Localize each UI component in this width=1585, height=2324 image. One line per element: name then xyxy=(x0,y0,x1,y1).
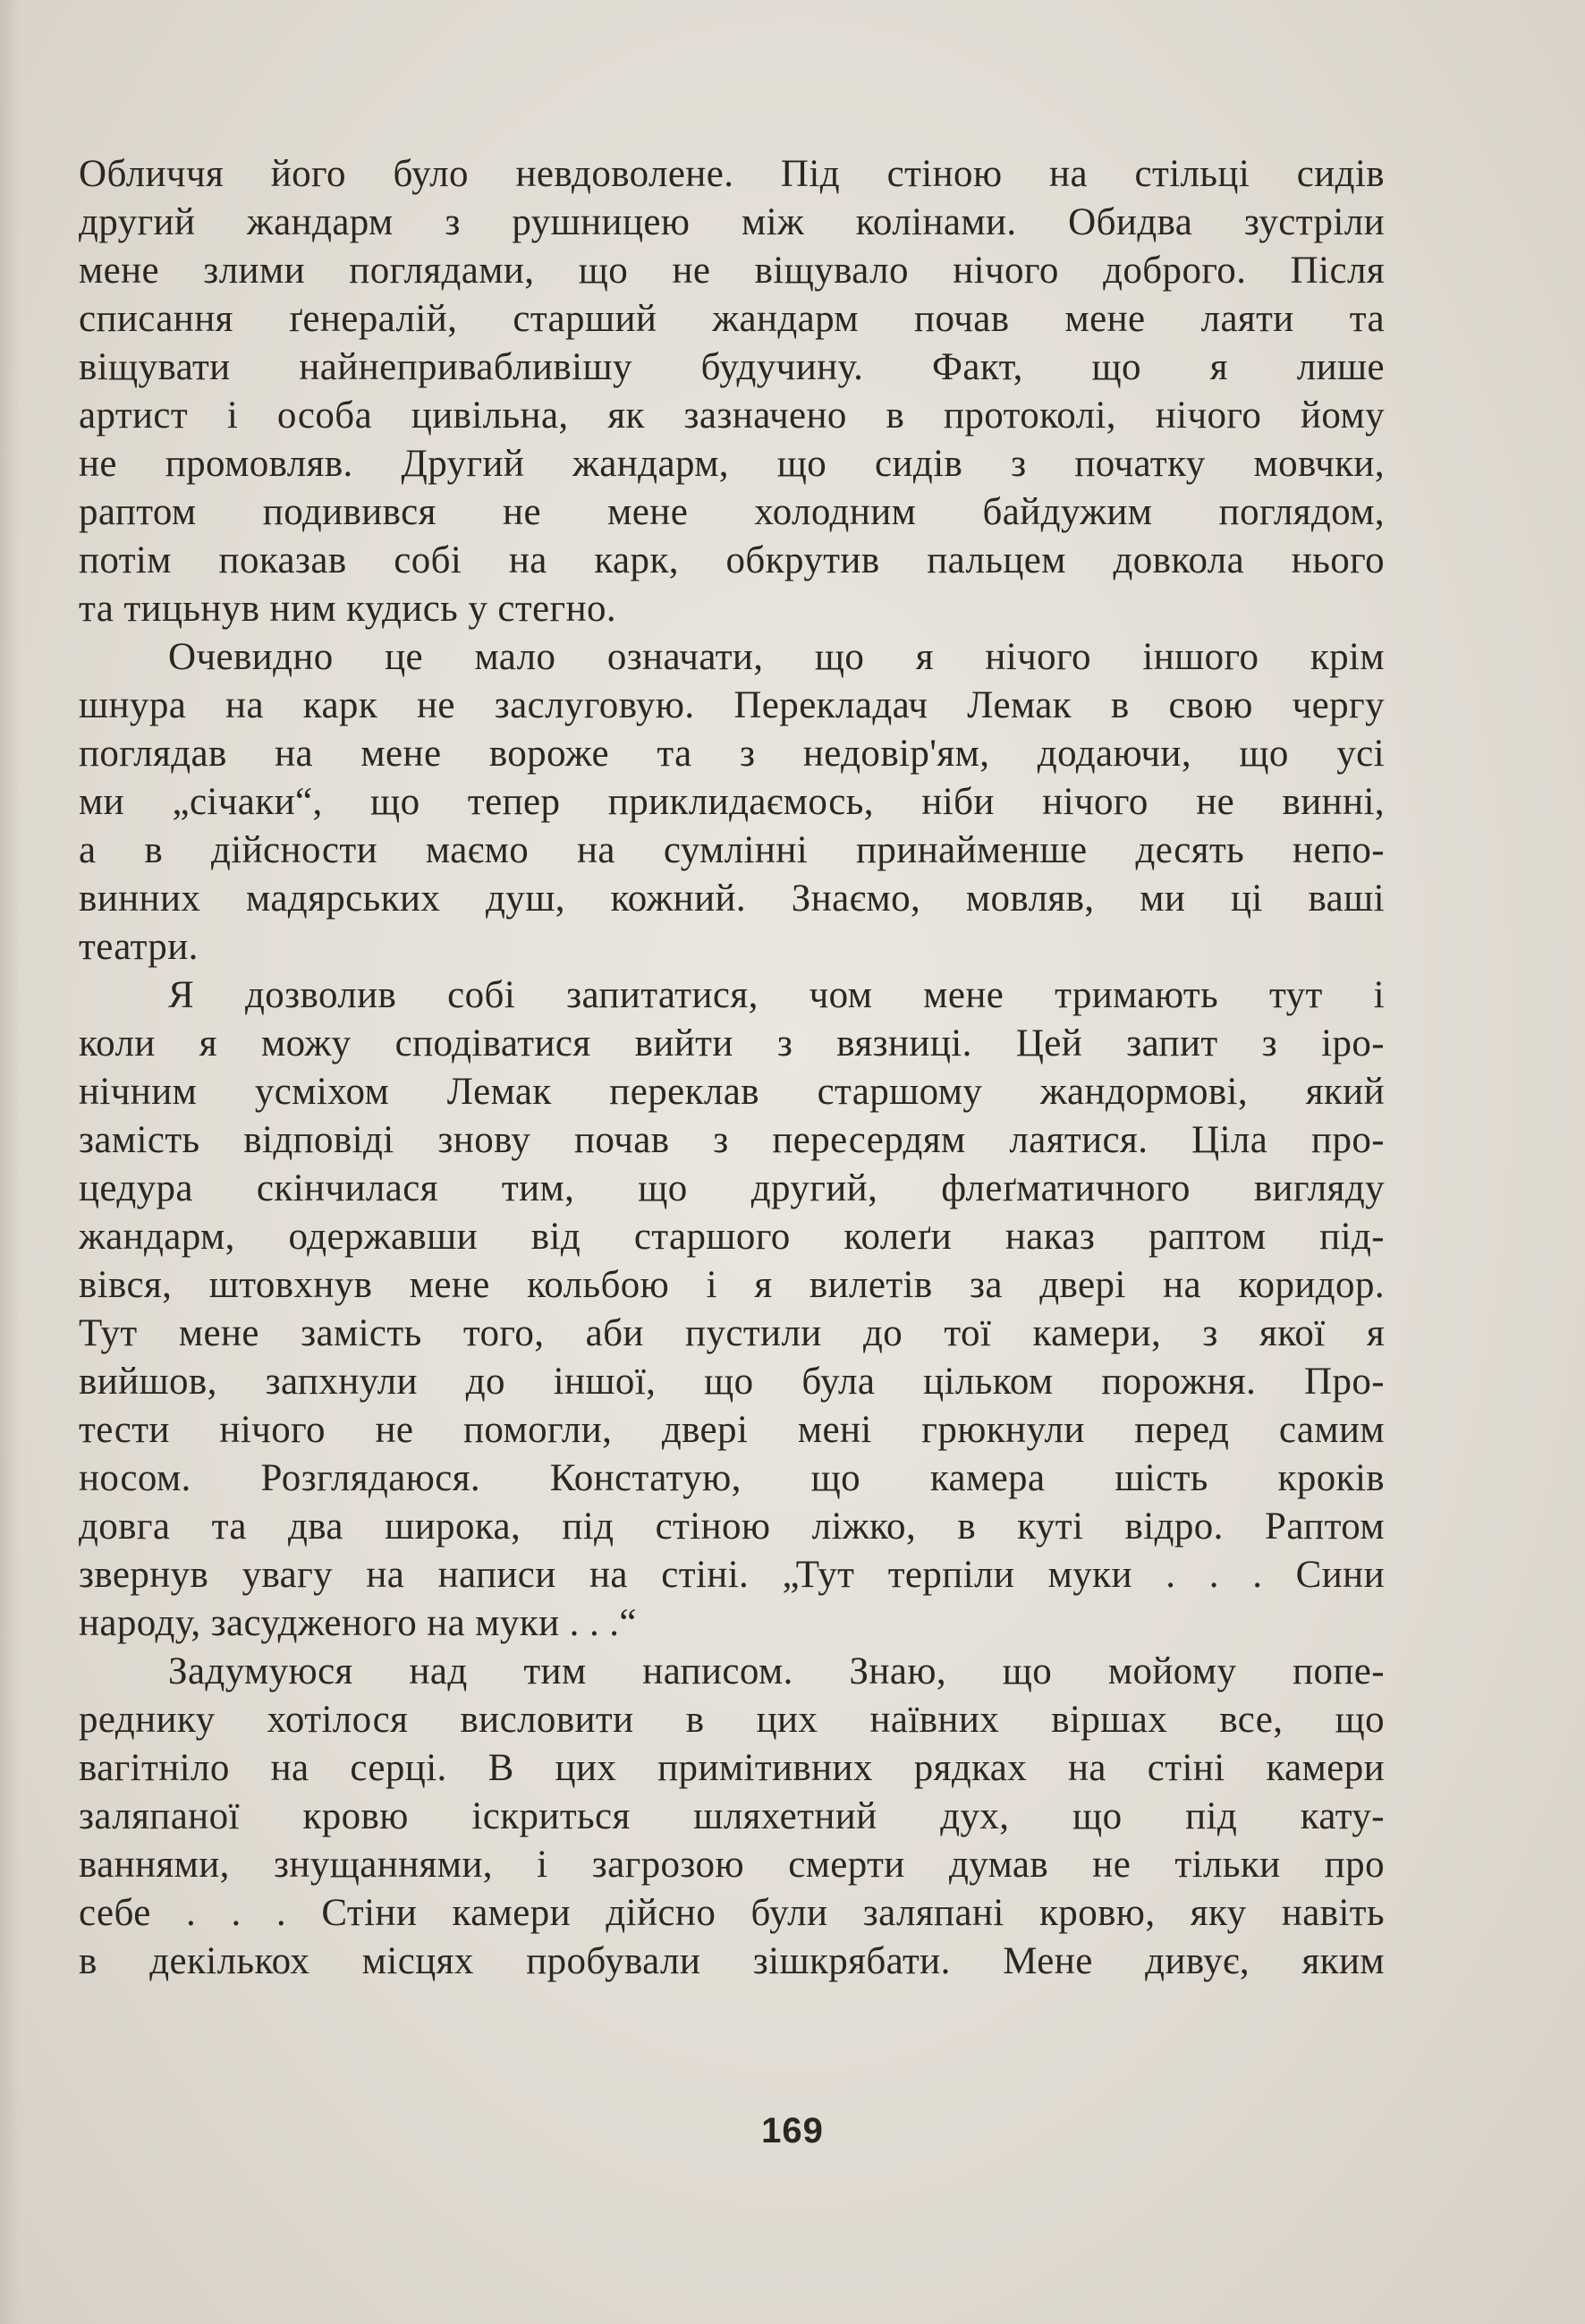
text-line: раптом подивився не мене холодним байдужим поглядом, xyxy=(79,491,1385,533)
page-edge-shadow xyxy=(0,0,20,2324)
page-number: 169 xyxy=(761,2111,824,2150)
text-line: народу, засудженого на муки . . .“ xyxy=(79,1602,637,1644)
text-line: звернув увагу на написи на стіні. „Тут терпіли муки . . . Сини xyxy=(79,1554,1385,1596)
text-line: замість відповіді знову почав з пересердям лаятися. Ціла про- xyxy=(79,1119,1385,1161)
text-line: коли я можу сподіватися вийти з вязниці. Цей запит з іро- xyxy=(79,1022,1385,1064)
paragraph-first-line: Очевидно це мало означати, що я нічого іншого крім xyxy=(168,636,1385,678)
text-line: вівся, штовхнув мене кольбою і я вилетів за двері на коридор. xyxy=(79,1264,1385,1306)
text-line: тести нічого не помогли, двері мені грюкнули перед самим xyxy=(79,1409,1385,1451)
text-line: а в дійсности маємо на сумлінні принайменше десять непо- xyxy=(79,829,1385,871)
text-line: мене злими поглядами, що не віщувало нічого доброго. Після xyxy=(79,250,1385,292)
text-line: театри. xyxy=(79,926,199,968)
text-line: себе . . . Стіни камери дійсно були заляпані кровю, яку навіть xyxy=(79,1892,1385,1934)
text-line: в декількох місцях пробували зішкрябати. Мене дивує, яким xyxy=(79,1940,1385,1982)
text-line: заляпаної кровю іскриться шляхетний дух, що під кату- xyxy=(79,1795,1385,1837)
text-line: реднику хотілося висловити в цих наївних віршах все, що xyxy=(79,1699,1385,1741)
text-line: шнура на карк не заслуговую. Перекладач Лемак в свою чергу xyxy=(79,684,1385,726)
paragraph-first-line: Задумуюся над тим написом. Знаю, що мойому попе- xyxy=(168,1650,1385,1692)
text-line: не промовляв. Другий жандарм, що сидів з початку мовчки, xyxy=(79,443,1385,485)
text-line: ваннями, знущаннями, і загрозою смерти думав не тільки про xyxy=(79,1844,1385,1886)
text-line: другий жандарм з рушницею між колінами. Обидва зустріли xyxy=(79,201,1385,243)
text-line: жандарм, одержавши від старшого колеґи наказ раптом під- xyxy=(79,1216,1385,1258)
text-line: довга та два широка, під стіною ліжко, в куті відро. Раптом xyxy=(79,1506,1385,1548)
text-line: нічним усміхом Лемак переклав старшому жандормові, який xyxy=(79,1071,1385,1113)
text-line: списання ґенералій, старший жандарм почав мене лаяти та xyxy=(79,298,1385,340)
text-line: ми „січаки“, що тепер приклидаємось, ніби нічого не винні, xyxy=(79,781,1385,823)
body-text xyxy=(79,150,1385,1986)
paragraph-first-line: Я дозволив собі запитатися, чом мене тримають тут і xyxy=(168,974,1385,1016)
text-line: Обличчя його було невдоволене. Під стіною на стільці сидів xyxy=(79,153,1385,195)
text-line: носом. Розглядаюся. Констатую, що камера шість кроків xyxy=(79,1457,1385,1499)
text-line: вийшов, запхнули до іншої, що була цільком порожня. Про- xyxy=(79,1361,1385,1403)
text-line: винних мадярських душ, кожний. Знаємо, мовляв, ми ці ваші xyxy=(79,878,1385,920)
text-line: віщувати найнепривабливішу будучину. Факт, що я лише xyxy=(79,346,1385,388)
text-line: вагітніло на серці. В цих примітивних рядках на стіні камери xyxy=(79,1747,1385,1789)
text-line: поглядав на мене вороже та з недовір'ям, додаючи, що усі xyxy=(79,733,1385,775)
text-line: артист і особа цивільна, як зазначено в протоколі, нічого йому xyxy=(79,394,1385,437)
text-line: цедура скінчилася тим, що другий, флеґматичного вигляду xyxy=(79,1167,1385,1209)
text-line: потім показав собі на карк, обкрутив пальцем довкола нього xyxy=(79,539,1385,581)
text-line: та тицьнув ним кудись у стегно. xyxy=(79,588,617,630)
text-line: Тут мене замість того, аби пустили до тої камери, з якої я xyxy=(79,1312,1385,1354)
